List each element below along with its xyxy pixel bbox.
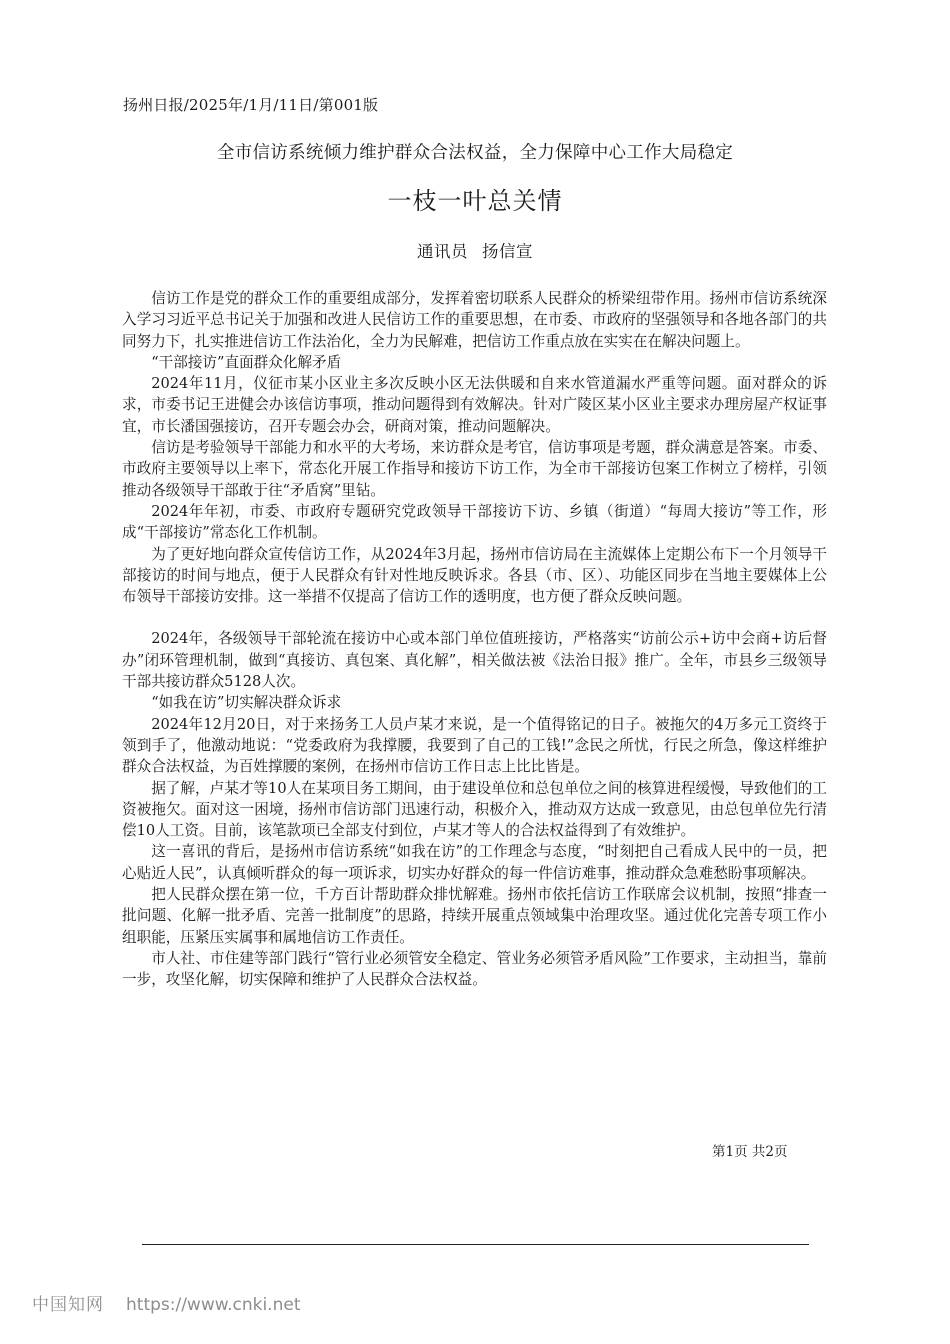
section-heading: “如我在访”切实解决群众诉求 — [151, 694, 342, 712]
page-number: 第1页 共2页 — [712, 1144, 788, 1160]
byline — [0, 240, 950, 264]
byline-author: 扬信宣 — [482, 242, 533, 261]
paragraph: 信访是考验领导干部能力和水平的大考场，来访群众是考官，信访事项是考题，群众满意是答案。市委、市政府主要领导以上率下，常态化开展工作指导和接访下访工作，为全市干部接访包案工作树立了榜样，引领推动各级领导干部敢于往“矛盾窝”里钻。 — [122, 439, 827, 499]
article-headline: 一枝一叶总关情 — [387, 187, 563, 215]
section-heading: “干部接访”直面群众化解矛盾 — [151, 353, 342, 371]
watermark-url: https://www.cnki.net — [126, 1295, 301, 1315]
paragraph: 市人社、市住建等部门践行“管行业必须管安全稳定、管业务必须管矛盾风险”工作要求，主动担当，靠前一步，攻坚化解，切实保障和维护了人民群众合法权益。 — [122, 949, 827, 989]
paragraph: 2024年年初，市委、市政府专题研究党政领导干部接访下访、乡镇（街道）“每周大接访”等工作，形成“干部接访”常态化工作机制。 — [122, 502, 827, 542]
paragraph: 2024年11月，仪征市某小区业主多次反映小区无法供暖和自来水管道漏水严重等问题。面对群众的诉求，市委书记王进健会办该信访事项，推动问题得到有效解决。针对广陵区某小区业主要求办理房屋产权证事宜，市长潘国强接访，召开专题会办会，研商对策，推动问题解决。 — [122, 375, 827, 435]
paragraph: 这一喜讯的背后，是扬州市信访系统“如我在访”的工作理念与态度，“时刻把自己看成人民中的一员，把心贴近人民”，认真倾听群众的每一项诉求，切实办好群众的每一件信访难事，推动群众急难愁盼事项解决。 — [122, 843, 827, 882]
paragraph: 信访工作是党的群众工作的重要组成部分，发挥着密切联系人民群众的桥梁纽带作用。扬州市信访系统深入学习习近平总书记关于加强和改进人民信访工作的重要思想，在市委、市政府的坚强领导和各地各部门的共同努力下，扎实推进信访工作法治化，全力为民解难，把信访工作重点放在实实在在解决问题上。 — [122, 290, 827, 350]
paragraph: 据了解，卢某才等10人在某项目务工期间，由于建设单位和总包单位之间的核算进程缓慢，导致他们的工资被拖欠。面对这一困境，扬州市信访部门迅速行动，积极介入，推动双方达成一致意见，由总包单位先行清偿10人工资。目前，该笔款项已全部支付到位，卢某才等人的合法权益得到了有效维护。 — [122, 779, 827, 840]
footer-divider — [142, 1244, 809, 1245]
paragraph: 为了更好地向群众宣传信访工作，从2024年3月起，扬州市信访局在主流媒体上定期公布下一个月领导干部接访的时间与地点，便于人民群众有针对性地反映诉求。各县（市、区）、功能区同步在当地主要媒体上公布领导干部接访安排。这一举措不仅提高了信访工作的透明度，也方便了群众反映问题。 — [122, 545, 827, 606]
subheadline: 全市信访系统倾力维护群众合法权益，全力保障中心工作大局稳定 — [216, 143, 734, 163]
byline-role: 通讯员 — [417, 242, 468, 261]
cnki-watermark — [32, 1293, 300, 1317]
article-body — [122, 288, 827, 991]
paragraph: 把人民群众摆在第一位，千方百计帮助群众排忧解难。扬州市依托信访工作联席会议机制，按照“排查一批问题、化解一批矛盾、完善一批制度”的思路，持续开展重点领域集中治理攻坚。通过优化完善专项工作小组职能，压紧压实属事和属地信访工作责任。 — [122, 886, 827, 946]
paragraph: 2024年12月20日，对于来扬务工人员卢某才来说，是一个值得铭记的日子。被拖欠的4万多元工资终于领到手了，他激动地说：“党委政府为我撑腰，我要到了自己的工钱!”念民之所忧，行民之所急，像这样维护群众合法权益，为百姓撑腰的案例，在扬州市信访工作日志上比比皆是。 — [122, 715, 827, 776]
watermark-brand: 中国知网 — [32, 1295, 104, 1315]
paragraph: 2024年，各级领导干部轮流在接访中心或本部门单位值班接访，严格落实“访前公示+访中会商+访后督办”闭环管理机制，做到“真接访、真包案、真化解”，相关做法被《法治日报》推广。全年，市县乡三级领导干部共接访群众5128人次。 — [122, 630, 827, 691]
source-line: 扬州日报/2025年/1月/11日/第001版 — [123, 96, 379, 114]
